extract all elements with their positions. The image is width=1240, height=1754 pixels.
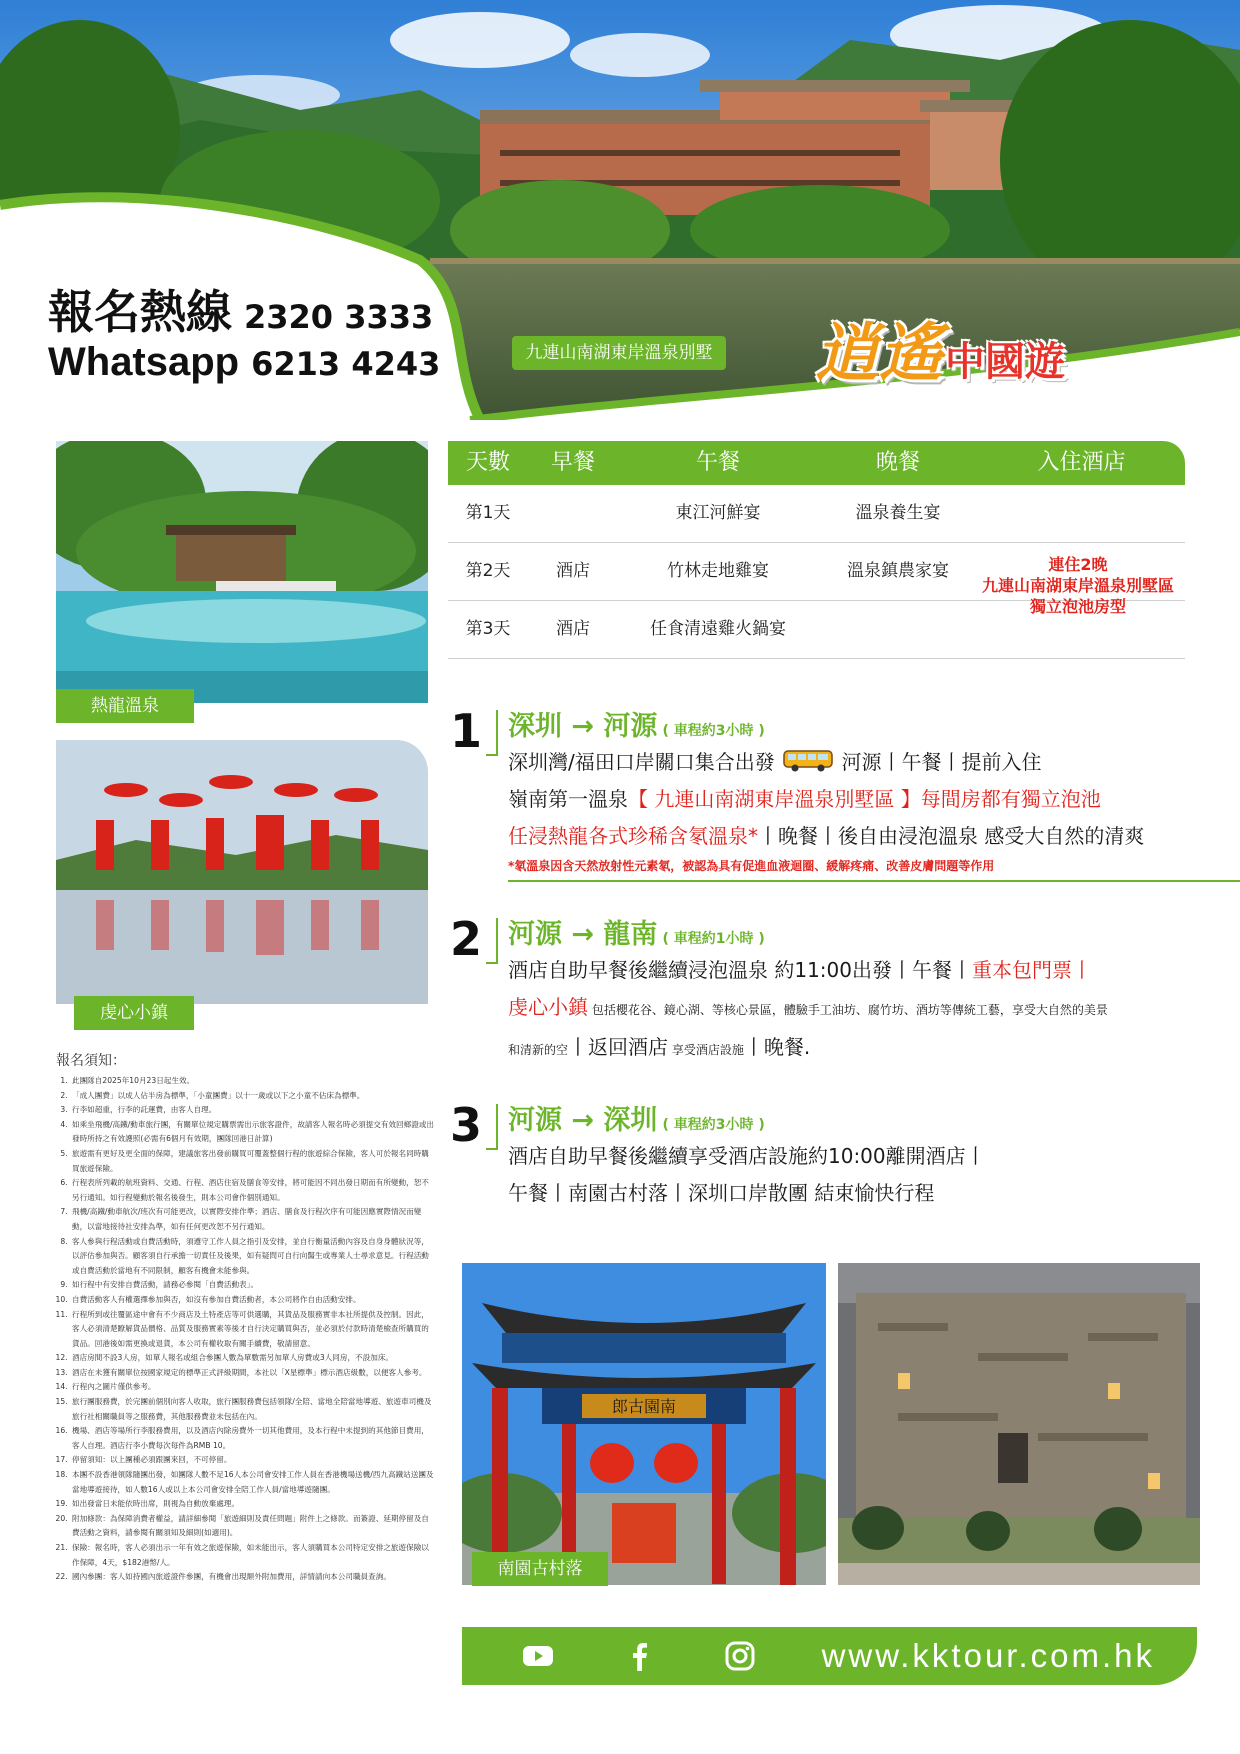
note-item: 16. 機場、酒店等場所行李服務費用，以及酒店內除房費外一切其他費用，及本行程中未提到的其他節目費用，客人自理。酒店行李小費每次每件為RMB 10。 [70, 1424, 436, 1453]
website-link[interactable]: www.kktour.com.hk [821, 1637, 1155, 1674]
day-route-text: 河源 → 龍南 [508, 919, 658, 950]
note-item: 14. 行程內之圖片僅供參考。 [70, 1380, 436, 1395]
note-item: 8. 客人參與行程活動或自費活動時，須遵守工作人員之指引及安排，並自行衡量活動內容及自身身體狀況等，以評估參加與否。顧客須自行承擔一切責任及後果，如有疑問可自行向醫生或專業人士尋求意見。行程活動或自費活動於當地有不同限制，顧客有機會未能參與。 [70, 1235, 436, 1279]
itinerary-day-1 [448, 704, 1193, 884]
note-item: 9. 如行程中有安排自費活動，請務必參閱「自費活動表」。 [70, 1278, 436, 1293]
day-details [508, 952, 1198, 1069]
note-item: 17. 停留須知：以上團種必須跟團來回，不可停留。 [70, 1453, 436, 1468]
day-route [508, 1098, 765, 1137]
photo-stone-fortress [838, 1263, 1200, 1585]
row-day: 第2天 [465, 561, 511, 581]
note-item: 11. 行程所到或往覆區途中會有不少商店及土特產店等可供選購，其貨品及服務實非本社所提供及控制。因此，客人必須清楚瞭解貨品價格、品質及服務實素等後才自行決定購買與否，並必須於付款時清楚檢查所購買的貨品。回港後如需更換或退貨，本公司有權收取有關手續費，敬請留意。 [70, 1308, 436, 1352]
day-number: 3 [450, 1098, 483, 1152]
itinerary-day-2 [448, 912, 1193, 1062]
registration-notes [56, 1050, 436, 1585]
note-item: 20. 附加條款：為保障消費者權益，請詳細參閱「旅遊細則及責任問題」附件上之條款。而簽證、延期停留及自費活動之資料，請參閱有關須知及細則(如適用)。 [70, 1512, 436, 1541]
hotel-info-line: 連住2晚 [1048, 555, 1108, 574]
brand-logo-big: 逍遙 [815, 317, 943, 391]
note-item: 4. 如乘坐飛機/高鐵/動車旅行團，有關單位規定購票需出示旅客證件，故請客人報名時必須提交有效回鄉證或出發時所持之有效護照(必需有6個月有效期，團隊回港日計算) [70, 1118, 436, 1147]
day-line-highlight: 任浸熱龍各式珍稀含氡溫泉* [508, 824, 758, 848]
day-line-text: 嶺南第一溫泉 [508, 787, 628, 811]
day-line [508, 989, 1198, 1029]
day-line: 午餐丨南園古村落丨深圳口岸散團 結束愉快行程 [508, 1181, 935, 1205]
bus-icon [783, 749, 833, 773]
hotel-info-line: 九連山南湖東岸溫泉別墅區 [981, 576, 1174, 595]
header-breakfast: 早餐 [550, 450, 595, 475]
header-hotel: 入住酒店 [1037, 450, 1126, 475]
day-line-small: 包括櫻花谷、鏡心湖、等核心景區，體驗手工油坊、腐竹坊、酒坊等傳統工藝，享受大自然的美景 [588, 1003, 1108, 1017]
youtube-icon[interactable] [522, 1640, 554, 1672]
day-route-time: ( 車程約1小時 ) [662, 931, 765, 947]
day-number: 2 [450, 912, 483, 966]
note-item: 15. 旅行團服務費，於完團前個別向客人收取，旅行團服務費包括領隊/全陪、當地全陪當地導遊、旅遊車司機及旅行社相關職員等之服務費，其他服務費並未包括在內。 [70, 1395, 436, 1424]
hero-caption: 九連山南湖東岸溫泉別墅 [512, 336, 726, 370]
whatsapp [48, 340, 440, 385]
photo-nanyuan-gate-image [462, 1263, 826, 1585]
day-line-small: 和清新的空 [508, 1043, 569, 1057]
note-item: 6. 行程表所列載的航班資料、交通、行程、酒店住宿及膳食等安排，將可能因不同出發日期而有所變動，恕不另行通知。如行程變動於報名後發生，則本公司會作個別通知。 [70, 1176, 436, 1205]
hotline [48, 276, 433, 342]
hotline-label: 報名熱線 [48, 285, 232, 339]
row-breakfast: 酒店 [556, 561, 590, 581]
note-item: 12. 酒店房間不設3人房，如單人報名或組合參團人數為單數需另加單人房費或3人同房，不設加床。 [70, 1351, 436, 1366]
day-line [508, 952, 1198, 989]
day-line-highlight: 重本包門票丨 [972, 958, 1092, 982]
row-lunch: 竹林走地雞宴 [667, 561, 769, 581]
day-line-text: 丨晚餐丨後自由浸泡溫泉 感受大自然的清爽 [758, 824, 1145, 848]
gate-sign-text: 郎古園南 [611, 1397, 677, 1416]
note-item: 13. 酒店在未獲有關單位按國家規定的標準正式評級期間，本社以「X星標準」標示酒店級數，以便客人參考。 [70, 1366, 436, 1381]
day-route-text: 河源 → 深圳 [508, 1105, 658, 1136]
day-route-time: ( 車程約3小時 ) [662, 723, 765, 739]
note-item: 1. 此團隊自2025年10月23日起生效。 [70, 1074, 436, 1089]
notes-list [56, 1074, 436, 1585]
photo-hot-spring-image [56, 441, 428, 703]
day-line-text: 河源丨午餐丨提前入住 [841, 750, 1042, 774]
hotel-info [968, 554, 1188, 617]
row-dinner: 溫泉鎮農家宴 [847, 561, 949, 581]
hotel-info-line: 獨立泡池房型 [1029, 597, 1126, 616]
day-details [508, 744, 1198, 877]
photo-hot-spring [56, 441, 428, 703]
table-body [448, 485, 1185, 659]
photo-qianxin-town-label: 虔心小鎮 [74, 996, 194, 1030]
itinerary-day-3 [448, 1098, 1193, 1208]
day-line: 酒店自助早餐後繼續享受酒店設施約10:00離開酒店丨 [508, 1144, 986, 1168]
row-lunch: 任食清遠雞火鍋宴 [650, 619, 786, 639]
day-number: 1 [450, 704, 483, 758]
row-breakfast: 酒店 [556, 619, 590, 639]
note-item: 2. 「成人團費」以成人佔半房為標準，「小童團費」以十一歲或以下之小童不佔床為標準。 [70, 1089, 436, 1104]
photo-stone-fortress-image [838, 1263, 1200, 1585]
notes-title: 報名須知： [56, 1053, 126, 1069]
instagram-icon[interactable] [724, 1640, 756, 1672]
day-line [508, 818, 1198, 855]
note-item: 5. 旅遊需有更好及更全面的保障，建議旅客出發前購買可覆蓋整個行程的旅遊綜合保險，客人可於報名同時購買旅遊保險。 [70, 1147, 436, 1176]
day-number-bracket [486, 918, 498, 964]
header-dinner: 晚餐 [875, 450, 920, 475]
day-line-text: 酒店自助早餐後繼續浸泡溫泉 約11:00出發丨午餐丨 [508, 958, 972, 982]
day-line-small: 享受酒店設施 [668, 1043, 744, 1057]
note-item: 7. 飛機/高鐵/動車航次/班次有可能更改，以實際安排作準；酒店、膳食及行程次序有可能因應實際情況而變動，以當地接待社安排為準，如有任何更改恕不另行通知。 [70, 1205, 436, 1234]
day-line-highlight: 【 九連山南湖東岸溫泉別墅區 】每間房都有獨立泡池 [628, 787, 1101, 811]
table-row [448, 485, 1185, 543]
footer-bar [462, 1627, 1197, 1685]
day-route-text: 深圳 → 河源 [508, 711, 658, 742]
whatsapp-number[interactable]: 6213 4243 [251, 345, 441, 383]
day-line-highlight: 虔心小鎮 [508, 995, 588, 1019]
whatsapp-label: Whatsapp [48, 340, 240, 384]
day-line-text: 丨晚餐. [743, 1035, 811, 1059]
day-details [508, 1138, 1198, 1212]
day-number-bracket [486, 1104, 498, 1150]
meal-hotel-table [448, 441, 1185, 659]
note-item: 21. 保險：報名時，客人必須出示一年有效之旅遊保險，如未能出示，客人須購買本公司特定安排之旅遊保險以作保障，4天，$182港幣/人。 [70, 1541, 436, 1570]
row-day: 第1天 [465, 503, 511, 523]
row-lunch: 東江河鮮宴 [675, 503, 761, 523]
hotline-number[interactable]: 2320 3333 [244, 298, 434, 336]
day-route [508, 704, 765, 743]
photo-qianxin-town-image [56, 740, 428, 1004]
brand-logo-small: 中國遊 [945, 339, 1065, 385]
photo-nanyuan-label: 南園古村落 [472, 1552, 608, 1586]
day-line-text: 深圳灣/福田口岸關口集合出發 [508, 750, 775, 774]
day-line [508, 781, 1198, 818]
day-route [508, 912, 765, 951]
day-number-bracket [486, 710, 498, 756]
facebook-icon[interactable] [624, 1640, 656, 1672]
brand-logo [815, 302, 1215, 402]
radon-footnote: *氡溫泉因含天然放射性元素氡，被認為具有促進血液迴圈、緩解疼痛、改善皮膚問題等作用 [508, 859, 995, 873]
note-item: 10. 自費活動客人有權選擇參加與否，如沒有參加自費活動者，本公司將作自由活動安排。 [70, 1293, 436, 1308]
row-day: 第3天 [465, 619, 511, 639]
note-item: 3. 行李如超重，行李的託運費，由客人自理。 [70, 1103, 436, 1118]
photo-qianxin-town [56, 740, 428, 1004]
header-lunch: 午餐 [695, 450, 740, 475]
row-dinner: 溫泉養生宴 [855, 503, 941, 523]
note-item: 22. 國內參團：客人如持國內旅遊證件參團，有機會出現額外附加費用，詳情請向本公司職員查詢。 [70, 1570, 436, 1585]
note-item: 18. 本團不設香港領隊隨團出發，如團隊人數不足16人本公司會安排工作人員在香港機場送機/西九高鐵站送團及當地導遊接待，如人數16人或以上本公司會安排全陪工作人員/當地導遊隨團。 [70, 1468, 436, 1497]
day-line [508, 744, 1198, 781]
photo-nanyuan-gate [462, 1263, 826, 1585]
day-route-time: ( 車程約3小時 ) [662, 1117, 765, 1133]
day-line-text: 丨返回酒店 [568, 1035, 669, 1059]
note-item: 19. 如出發當日未能依時出席，則視為自動放棄處理。 [70, 1497, 436, 1512]
day-line [508, 1029, 1198, 1069]
table-header [448, 441, 1185, 485]
header-day: 天數 [465, 450, 510, 475]
day-divider [508, 880, 1240, 882]
photo-hot-spring-label: 熱龍溫泉 [56, 689, 194, 723]
